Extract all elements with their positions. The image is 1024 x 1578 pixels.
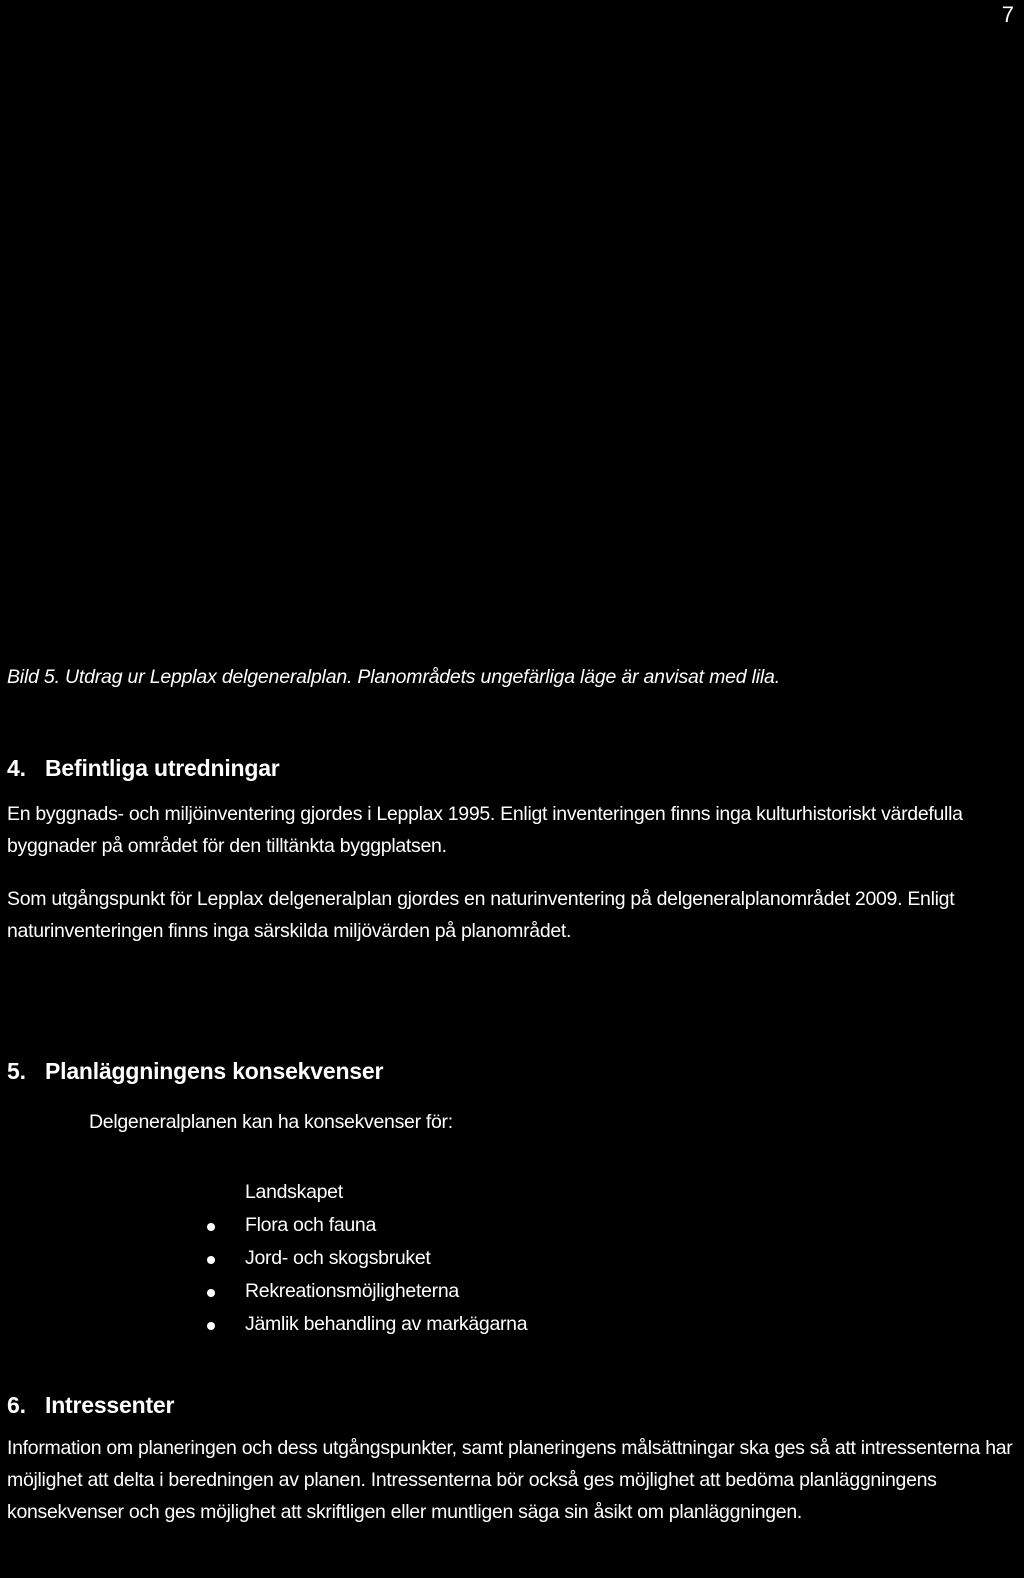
paragraph: Som utgångspunkt för Lepplax delgeneralplan gjordes en naturinventering på delgeneralplanområdet 2009. Enligt naturinventeringen finns inga särskilda miljövärden på planområdet. bbox=[7, 888, 955, 942]
section-title: Intressenter bbox=[45, 1392, 175, 1418]
list-item bbox=[200, 1209, 527, 1242]
figure-caption: Bild 5. Utdrag ur Lepplax delgeneralplan. Planområdets ungefärliga läge är anvisat med lila. bbox=[7, 666, 780, 688]
section-number: 6. bbox=[7, 1392, 26, 1418]
section-heading-5 bbox=[7, 1058, 383, 1085]
map-image-area bbox=[0, 30, 1024, 630]
list-item bbox=[200, 1275, 527, 1308]
bullet-icon bbox=[207, 1223, 215, 1231]
section-number: 5. bbox=[7, 1058, 26, 1084]
bullet-icon bbox=[207, 1322, 215, 1330]
list-item-label: Jämlik behandling av markägarna bbox=[245, 1313, 528, 1335]
list-item bbox=[200, 1242, 527, 1275]
list-item bbox=[200, 1308, 527, 1341]
list-item-label: Jord- och skogsbruket bbox=[245, 1247, 431, 1269]
section-title: Befintliga utredningar bbox=[45, 755, 280, 781]
list-item-label: Flora och fauna bbox=[245, 1214, 377, 1236]
section-body-4 bbox=[7, 798, 1017, 968]
consequences-intro: Delgeneralplanen kan ha konsekvenser för: bbox=[89, 1111, 453, 1133]
list-item-label: Landskapet bbox=[245, 1181, 343, 1203]
section-heading-4 bbox=[7, 755, 280, 782]
section-number: 4. bbox=[7, 755, 26, 781]
list-item-label: Rekreationsmöjligheterna bbox=[245, 1280, 459, 1302]
paragraph: En byggnads- och miljöinventering gjordes i Lepplax 1995. Enligt inventeringen finns inga kulturhistoriskt värdefulla byggnader på området för den tilltänkta byggplatsen. bbox=[7, 803, 963, 857]
page-number: 7 bbox=[1001, 2, 1014, 27]
list-item bbox=[200, 1176, 527, 1209]
section-body-6 bbox=[7, 1432, 1017, 1549]
paragraph: Information om planeringen och dess utgångspunkter, samt planeringens målsättningar ska ges så att intressenterna har möjlighet att delta i beredningen av planen. Intressenterna bör också ges möjlighet att bedöma planläggningens konsekvenser och ges möjlighet att skriftligen eller muntligen säga sin åsikt om planläggningen. bbox=[7, 1437, 1013, 1523]
consequences-list bbox=[200, 1176, 527, 1341]
section-heading-6 bbox=[7, 1392, 174, 1419]
bullet-icon bbox=[207, 1289, 215, 1297]
section-title: Planläggningens konsekvenser bbox=[45, 1058, 384, 1084]
bullet-icon bbox=[207, 1256, 215, 1264]
